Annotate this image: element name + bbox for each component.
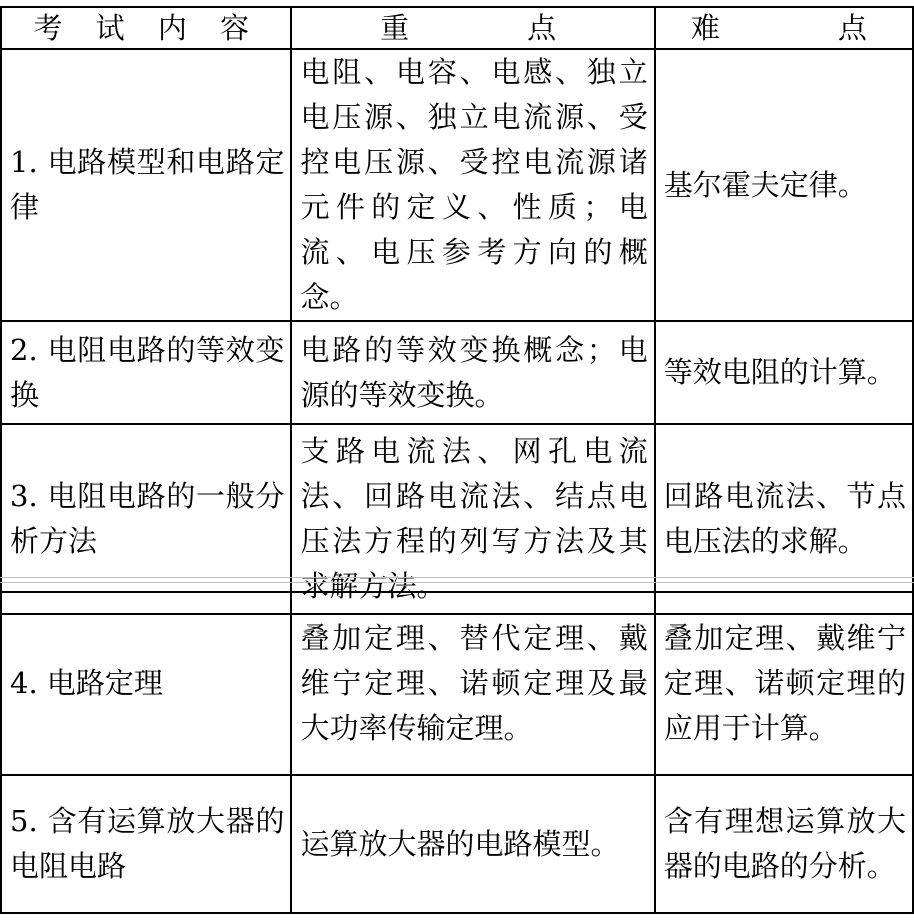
table-row — [1, 321, 913, 424]
topic-cell: 5. 含有运算放大器的电阻电路 — [1, 775, 291, 913]
topic-cell: 1. 电路模型和电路定律 — [1, 49, 291, 321]
header-key-points: 重 点 — [291, 7, 654, 49]
difficulties-cell: 叠加定理、戴维宁定理、诺顿定理的应用于计算。 — [655, 592, 913, 775]
difficulties-cell: 回路电流法、节点电压法的求解。 — [655, 424, 913, 614]
table-row — [1, 775, 913, 913]
table-row — [1, 424, 913, 614]
table-row — [1, 49, 913, 321]
key-points-cell: 支路电流法、网孔电流法、回路电流法、结点电压法方程的列写方法及其求解方法。 — [291, 424, 654, 614]
table-row — [1, 592, 913, 775]
difficulties-cell: 等效电阻的计算。 — [655, 321, 913, 424]
header-difficulties: 难 点 — [655, 7, 913, 49]
key-points-cell: 叠加定理、替代定理、戴维宁定理、诺顿定理及最大功率传输定理。 — [291, 592, 654, 775]
header-exam-content: 考 试 内 容 — [1, 7, 291, 49]
exam-content-table-bottom — [0, 591, 914, 914]
topic-cell: 3. 电阻电路的一般分析方法 — [1, 424, 291, 614]
difficulties-cell: 含有理想运算放大器的电路的分析。 — [655, 775, 913, 913]
table-header-row — [1, 7, 913, 49]
key-points-cell: 电阻、电容、电感、独立电压源、独立电流源、受控电压源、受控电流源诸元件的定义、性质；电流、电压参考方向的概念。 — [291, 49, 654, 321]
key-points-cell: 电路的等效变换概念；电源的等效变换。 — [291, 321, 654, 424]
topic-cell: 2. 电阻电路的等效变换 — [1, 321, 291, 424]
exam-content-table-top — [0, 6, 914, 615]
page-break-line — [0, 582, 914, 583]
key-points-cell: 运算放大器的电路模型。 — [291, 775, 654, 913]
topic-cell: 4. 电路定理 — [1, 592, 291, 775]
page-break-line — [0, 577, 914, 578]
difficulties-cell: 基尔霍夫定律。 — [655, 49, 913, 321]
